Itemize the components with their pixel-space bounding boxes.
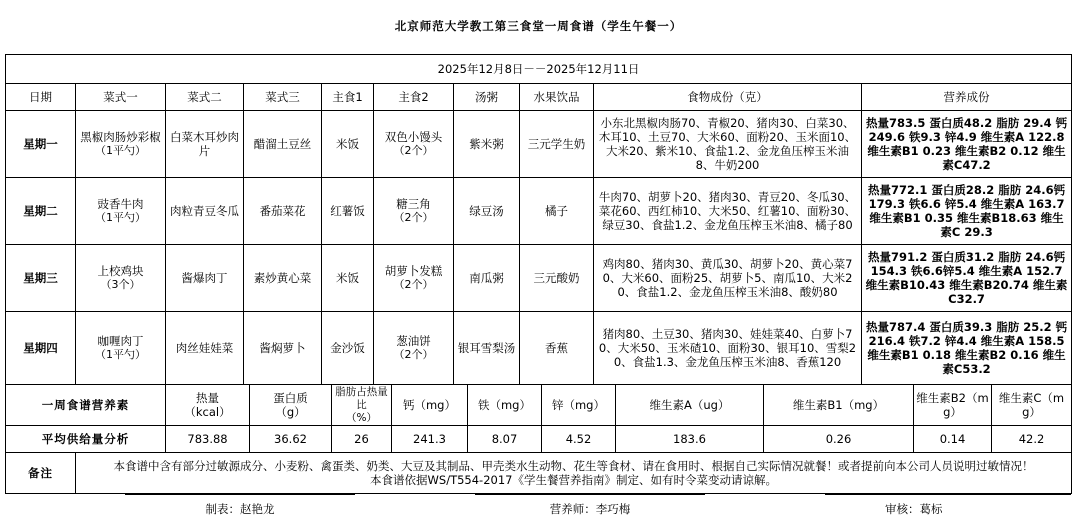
page-title: 北京师范大学教工第三食堂一周食谱（学生午餐一） <box>394 18 683 33</box>
avg-vitamin-a: 183.6 <box>616 426 764 453</box>
row-composition: 猪肉80、土豆30、猪肉30、娃娃菜40、白萝卜70、大米50、玉米碴10、面粉30、银耳10、雪梨20、食盐1.3、金龙鱼压榨玉米油8、香蕉120 <box>594 312 862 385</box>
remarks-row <box>6 453 1072 494</box>
staple2-name: 葱油饼 <box>396 334 431 349</box>
row-nutrition: 热量772.1 蛋白质28.2 脂肪 24.6钙179.3 铁6.6 锌5.4 维生素A 163.7 维生素B1 0.35 维生素B18.63 维生素C 29.3 <box>862 178 1072 245</box>
summary-col-energy <box>166 385 250 426</box>
col-header-composition: 食物成份（克） <box>594 84 862 111</box>
row-nutrition: 热量783.5 蛋白质48.2 脂肪 29.4 钙 249.6 铁9.3 锌4.9 维生素A 122.8 维生素B1 0.23 维生素B2 0.12 维生素C47.2 <box>862 111 1072 178</box>
staple2-qty: （2个） <box>393 278 434 292</box>
row-dish1 <box>76 245 166 312</box>
row-drink: 三元学生奶 <box>520 111 594 178</box>
staple2-name: 胡萝卜发糕 <box>384 264 443 279</box>
summary-col-protein-unit: （g） <box>275 405 306 420</box>
row-dish2: 白菜木耳炒肉片 <box>166 111 244 178</box>
remarks-label: 备注 <box>6 453 76 494</box>
dish1-qty: （1平勺） <box>95 144 146 158</box>
summary-col-calcium: 钙（mg） <box>392 385 468 426</box>
average-supply-label: 平均供给量分析 <box>6 426 166 453</box>
table-row <box>6 178 1072 245</box>
summary-col-energy-name: 热量 <box>196 391 219 406</box>
footer-spacer-2 <box>355 495 475 522</box>
row-dish2: 肉丝娃娃菜 <box>166 312 244 385</box>
summary-col-fat-ratio-unit: （%） <box>346 411 377 424</box>
summary-col-vitamin-a: 维生素A（ug） <box>616 385 764 426</box>
row-staple2 <box>374 245 454 312</box>
row-dish3: 酱焖萝卜 <box>244 312 322 385</box>
dish1-name: 上校鸡块 <box>97 264 144 279</box>
row-staple2 <box>374 178 454 245</box>
row-staple1: 红薯饭 <box>322 178 374 245</box>
row-dish3: 番茄菜花 <box>244 178 322 245</box>
row-staple1: 米饭 <box>322 111 374 178</box>
menu-sheet <box>0 3 1076 516</box>
footer-signature-table <box>5 494 1071 522</box>
col-header-drink: 水果饮品 <box>520 84 594 111</box>
summary-col-fat-ratio-name: 脂肪占热量比 <box>335 386 388 411</box>
row-dish2: 肉粒青豆冬瓜 <box>166 178 244 245</box>
nutrition-summary-table <box>5 384 1072 453</box>
row-staple1: 金沙饭 <box>322 312 374 385</box>
title-row <box>6 3 1072 55</box>
row-nutrition: 热量791.2 蛋白质31.2 脂肪 24.6钙154.3 铁6.6锌5.4 维生素A 152.7 维生素B10.43 维生素B20.74 维生素C32.7 <box>862 245 1072 312</box>
row-dish2: 酱爆肉丁 <box>166 245 244 312</box>
table-header-row <box>6 84 1072 111</box>
avg-fat-ratio: 26 <box>332 426 392 453</box>
staple2-qty: （2个） <box>393 144 434 158</box>
footer-row <box>5 495 1071 522</box>
row-staple1: 米饭 <box>322 245 374 312</box>
summary-header-row <box>6 385 1072 426</box>
row-day: 星期一 <box>6 111 76 178</box>
col-header-nutrition: 营养成份 <box>862 84 1072 111</box>
staple2-qty: （2个） <box>393 348 434 362</box>
col-header-dish1: 菜式一 <box>76 84 166 111</box>
row-staple2 <box>374 312 454 385</box>
remarks-line-2: 本食谱依据WS/T554-2017《学生餐营养指南》制定、如有时令菜变动请谅解。 <box>370 473 777 488</box>
col-header-staple2: 主食2 <box>374 84 454 111</box>
summary-col-fat-ratio <box>332 385 392 426</box>
summary-col-vitamin-c: 维生素C（mg） <box>992 385 1072 426</box>
footer-auditor: 审核：葛标 <box>825 495 1071 522</box>
avg-vitamin-b1: 0.26 <box>764 426 914 453</box>
avg-zinc: 4.52 <box>542 426 616 453</box>
avg-calcium: 241.3 <box>392 426 468 453</box>
row-nutrition: 热量787.4 蛋白质39.3 脂肪 25.2 钙216.4 铁7.2 锌4.4 维生素A 158.5 维生素B1 0.18 维生素B2 0.16 维生素C53.2 <box>862 312 1072 385</box>
summary-col-vitamin-b2: 维生素B2（mg） <box>914 385 992 426</box>
row-drink: 香蕉 <box>520 312 594 385</box>
remarks-content <box>76 453 1072 494</box>
avg-protein: 36.62 <box>250 426 332 453</box>
row-soup: 南瓜粥 <box>454 245 520 312</box>
row-drink: 橘子 <box>520 178 594 245</box>
row-day: 星期四 <box>6 312 76 385</box>
row-dish1 <box>76 178 166 245</box>
dish1-name: 咖喱肉丁 <box>97 334 144 349</box>
dish1-qty: （1平勺） <box>95 348 146 362</box>
row-composition: 鸡肉80、猪肉30、黄瓜30、胡萝卜20、黄心菜70、大米60、面粉25、胡萝卜5、南瓜10、大米20、食盐1.2、金龙鱼压榨玉米油8、酸奶80 <box>594 245 862 312</box>
staple2-name: 双色小馒头 <box>384 130 443 145</box>
avg-iron: 8.07 <box>468 426 542 453</box>
col-header-dish2: 菜式二 <box>166 84 244 111</box>
avg-energy: 783.88 <box>166 426 250 453</box>
summary-col-protein <box>250 385 332 426</box>
footer-maker: 制表：赵艳龙 <box>125 495 355 522</box>
weekly-menu-table <box>5 3 1072 385</box>
row-dish3: 素炒黄心菜 <box>244 245 322 312</box>
row-dish3: 醋溜土豆丝 <box>244 111 322 178</box>
col-header-staple1: 主食1 <box>322 84 374 111</box>
summary-values-row <box>6 426 1072 453</box>
dish1-qty: （1平勺） <box>95 211 146 225</box>
row-staple2 <box>374 111 454 178</box>
date-range: 2025年12月8日－－2025年12月11日 <box>6 55 1072 84</box>
avg-vitamin-c: 42.2 <box>992 426 1072 453</box>
col-header-dish3: 菜式三 <box>244 84 322 111</box>
row-drink: 三元酸奶 <box>520 245 594 312</box>
row-composition: 小东北黑椒肉肠70、青椒20、猪肉30、白菜30、木耳10、土豆70、大米60、面粉20、玉米面10、大米20、紫米10、食盐1.2、金龙鱼压榨玉米油8、牛奶200 <box>594 111 862 178</box>
table-row <box>6 245 1072 312</box>
summary-col-vitamin-b1: 维生素B1（mg） <box>764 385 914 426</box>
dish1-qty: （3个） <box>100 278 141 292</box>
col-header-date: 日期 <box>6 84 76 111</box>
remarks-table <box>5 452 1072 494</box>
table-row <box>6 111 1072 178</box>
row-day: 星期三 <box>6 245 76 312</box>
row-soup: 紫米粥 <box>454 111 520 178</box>
row-composition: 牛肉70、胡萝卜20、猪肉30、青豆20、冬瓜30、菜花60、西红柿10、大米50、红薯10、面粉30、绿豆30、食盐1.2、金龙鱼压榨玉米油8、橘子80 <box>594 178 862 245</box>
footer-spacer-1 <box>5 495 125 522</box>
remarks-line-1: 本食谱中含有部分过敏源成分、小麦粉、禽蛋类、奶类、大豆及其制品、甲壳类水生动物、花生等食材、请在食用时、根据自己实际情况就餐！或者提前向本公司人员说明过敏情况！ <box>113 459 1034 474</box>
summary-col-zinc: 锌（mg） <box>542 385 616 426</box>
summary-row-label: 一周食谱营养素 <box>6 385 166 426</box>
avg-vitamin-b2: 0.14 <box>914 426 992 453</box>
footer-spacer-3 <box>705 495 825 522</box>
row-day: 星期二 <box>6 178 76 245</box>
row-dish1 <box>76 312 166 385</box>
dish1-name: 豉香牛肉 <box>97 197 144 212</box>
row-dish1 <box>76 111 166 178</box>
date-range-row <box>6 55 1072 84</box>
dish1-name: 黑椒肉肠炒彩椒 <box>80 130 161 145</box>
summary-col-protein-name: 蛋白质 <box>273 391 308 406</box>
col-header-soup: 汤粥 <box>454 84 520 111</box>
footer-nutritionist: 营养师：李巧梅 <box>475 495 705 522</box>
summary-col-energy-unit: （kcal） <box>184 405 231 420</box>
summary-col-iron: 铁（mg） <box>468 385 542 426</box>
row-soup: 绿豆汤 <box>454 178 520 245</box>
staple2-qty: （2个） <box>393 211 434 225</box>
row-soup: 银耳雪梨汤 <box>454 312 520 385</box>
staple2-name: 糖三角 <box>396 197 431 212</box>
table-row <box>6 312 1072 385</box>
